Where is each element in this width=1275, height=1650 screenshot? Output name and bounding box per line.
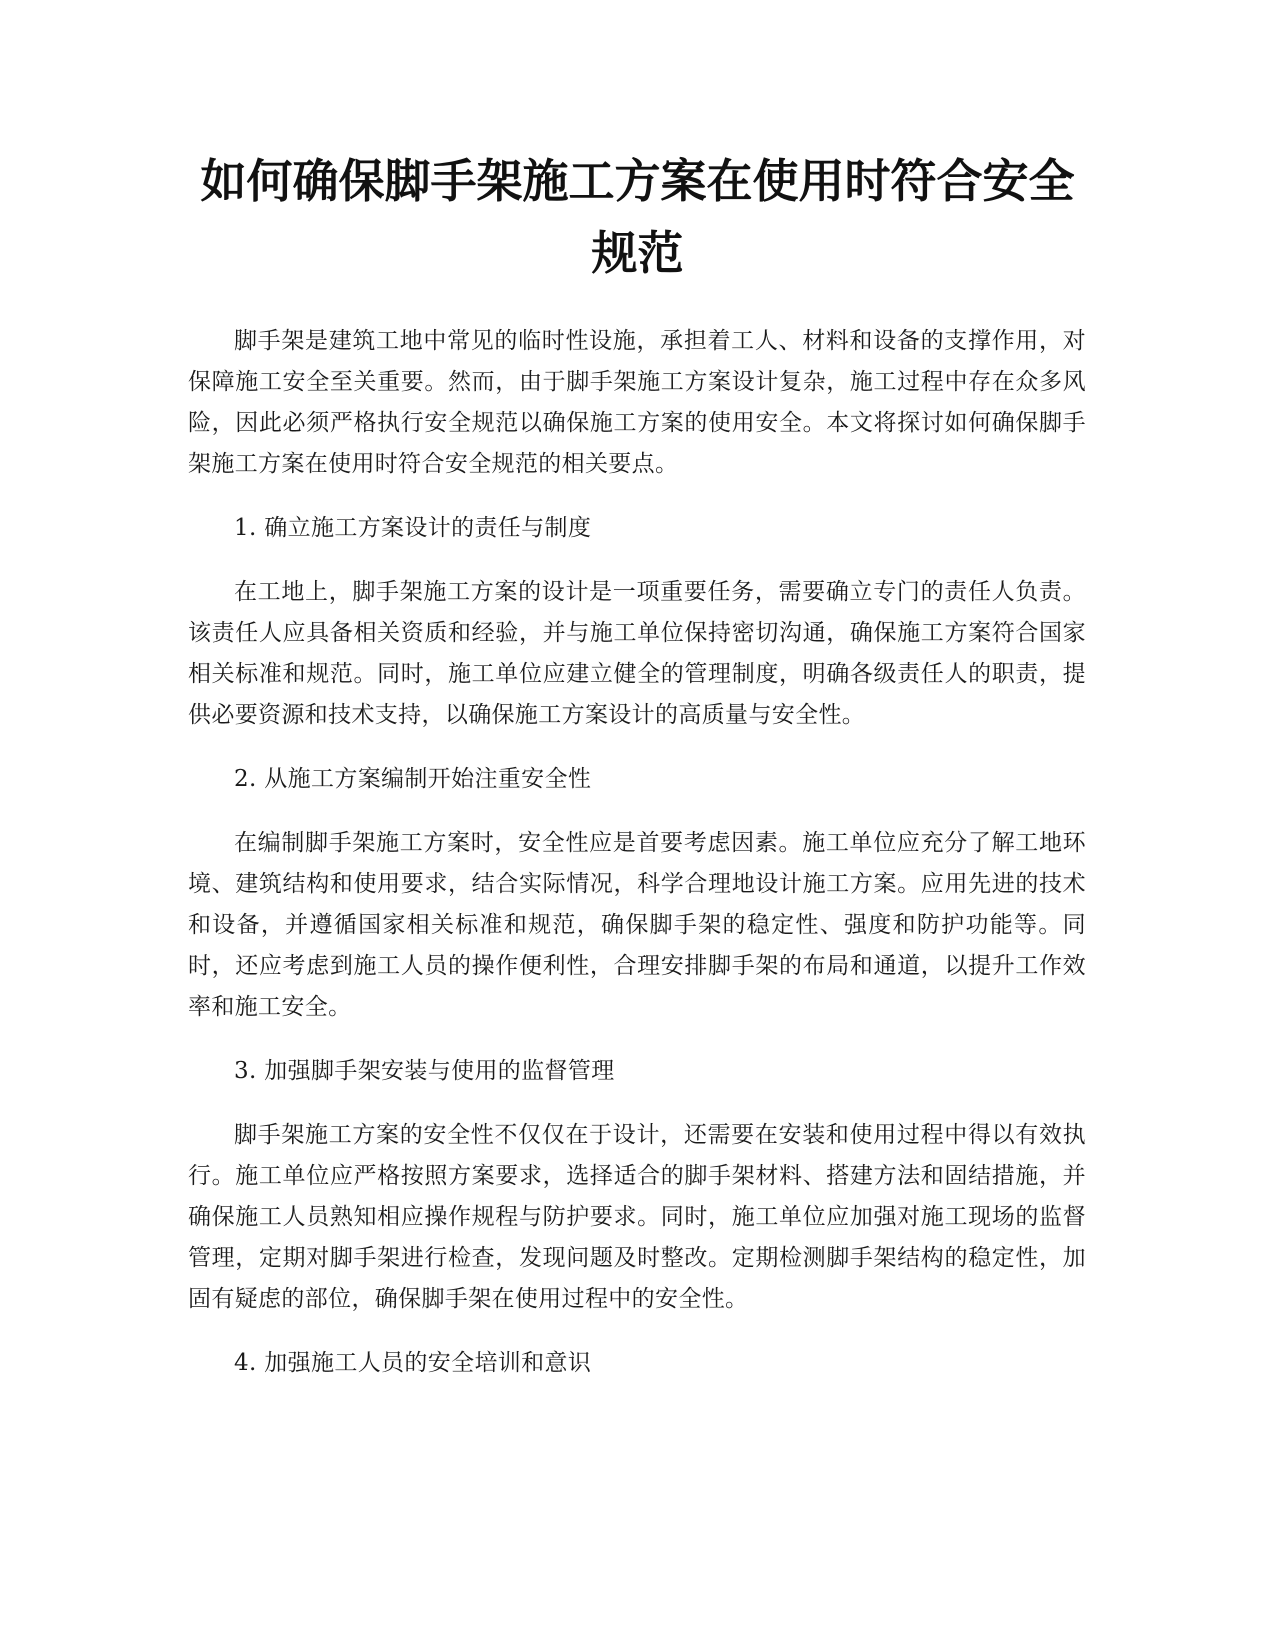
section-3-body: 脚手架施工方案的安全性不仅仅在于设计，还需要在安装和使用过程中得以有效执行。施工单位应严格按照方案要求，选择适合的脚手架材料、搭建方法和固结措施，并确保施工人员熟知相应操作规程与防护要求。同时，施工单位应加强对施工现场的监督管理，定期对脚手架进行检查，发现问题及时整改。定期检测脚手架结构的稳定性，加固有疑虑的部位，确保脚手架在使用过程中的安全性。: [188, 1122, 1086, 1312]
intro-paragraph: 脚手架是建筑工地中常见的临时性设施，承担着工人、材料和设备的支撑作用，对保障施工安全至关重要。然而，由于脚手架施工方案设计复杂，施工过程中存在众多风险，因此必须严格执行安全规范以确保施工方案的使用安全。本文将探讨如何确保脚手架施工方案在使用时符合安全规范的相关要点。: [188, 328, 1086, 477]
section-2-body: 在编制脚手架施工方案时，安全性应是首要考虑因素。施工单位应充分了解工地环境、建筑结构和使用要求，结合实际情况，科学合理地设计施工方案。应用先进的技术和设备，并遵循国家相关标准和规范，确保脚手架的稳定性、强度和防护功能等。同时，还应考虑到施工人员的操作便利性，合理安排脚手架的布局和通道，以提升工作效率和施工安全。: [188, 830, 1086, 1020]
section-4-heading: 4. 加强施工人员的安全培训和意识: [234, 1350, 592, 1376]
section-2-heading: 2. 从施工方案编制开始注重安全性: [234, 766, 592, 792]
section-1-body: 在工地上，脚手架施工方案的设计是一项重要任务，需要确立专门的责任人负责。该责任人应具备相关资质和经验，并与施工单位保持密切沟通，确保施工方案符合国家相关标准和规范。同时，施工单位应建立健全的管理制度，明确各级责任人的职责，提供必要资源和技术支持，以确保施工方案设计的高质量与安全性。: [188, 579, 1086, 728]
document-body: [188, 321, 1086, 1407]
document-title: 如何确保脚手架施工方案在使用时符合安全规范: [200, 154, 1075, 280]
section-1-heading: 1. 确立施工方案设计的责任与制度: [234, 515, 592, 541]
section-3-heading: 3. 加强脚手架安装与使用的监督管理: [234, 1058, 615, 1084]
